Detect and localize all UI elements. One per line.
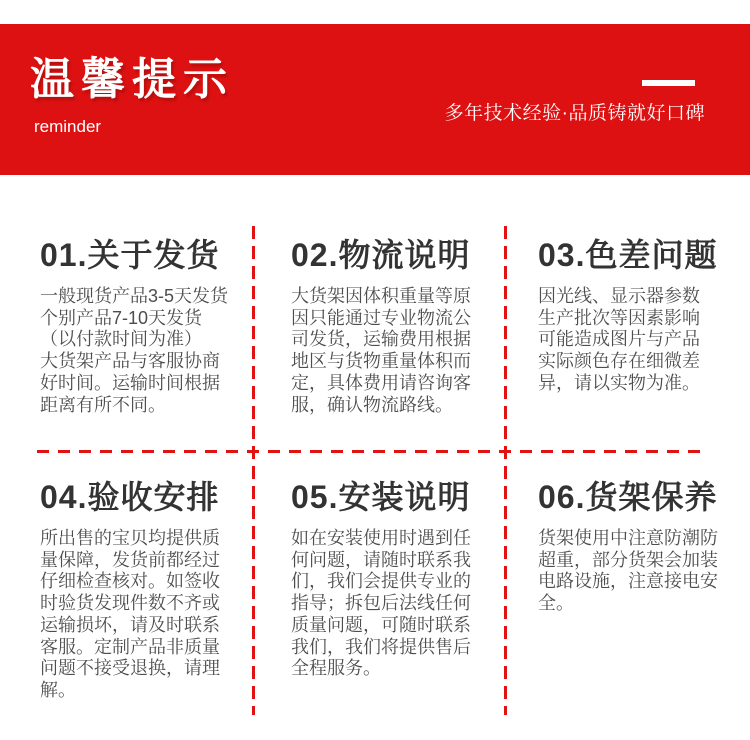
- section-body: 因光线、显示器参数 生产批次等因素影响 可能造成图片与产品 实际颜色存在细微差 异，请以实物为准。: [538, 286, 700, 393]
- header-tagline: 多年技术经验·品质铸就好口碑: [444, 103, 705, 124]
- section-maintenance: [538, 480, 746, 615]
- section-title: 05.安装说明: [291, 479, 471, 515]
- section-title: 03.色差问题: [538, 237, 718, 273]
- divider-vertical-1: [252, 226, 255, 715]
- section-shipping: [40, 238, 248, 416]
- section-title: 01.关于发货: [40, 237, 220, 273]
- section-body: 所出售的宝贝均提供质 量保障，发货前都经过 仔细检查核对。如签收 时验货发现件数不齐或 运输损坏，请及时联系 客服。定制产品非质量 问题不接受退换，请理 解。: [40, 528, 220, 700]
- section-body: 一般现货产品3-5天发货 个别产品7-10天发货 （以付款时间为准） 大货架产品与客服协商 好时间。运输时间根据 距离有所不同。: [40, 286, 229, 415]
- dash-icon: [642, 80, 695, 86]
- section-title: 04.验收安排: [40, 479, 220, 515]
- section-body: 大货架因体积重量等原 因只能通过专业物流公 司发货，运输费用根据 地区与货物重量体积而 定，具体费用请咨询客 服，确认物流路线。: [291, 286, 471, 415]
- page-subtitle: reminder: [34, 117, 102, 136]
- section-body: 货架使用中注意防潮防 超重，部分货架会加装 电路设施，注意接电安 全。: [538, 528, 718, 614]
- section-installation: [291, 480, 499, 680]
- section-title: 02.物流说明: [291, 237, 471, 273]
- section-logistics: [291, 238, 499, 416]
- header-banner: [0, 24, 750, 175]
- divider-horizontal: [37, 450, 708, 453]
- page-title: 温馨提示: [30, 55, 234, 104]
- section-body: 如在安装使用时遇到任 何问题，请随时联系我 们，我们会提供专业的 指导；拆包后法线任何 质量问题，可随时联系 我们，我们将提供售后 全程服务。: [291, 528, 471, 679]
- section-color-difference: [538, 238, 746, 395]
- divider-vertical-2: [504, 226, 507, 715]
- section-title: 06.货架保养: [538, 479, 718, 515]
- section-inspection: [40, 480, 248, 702]
